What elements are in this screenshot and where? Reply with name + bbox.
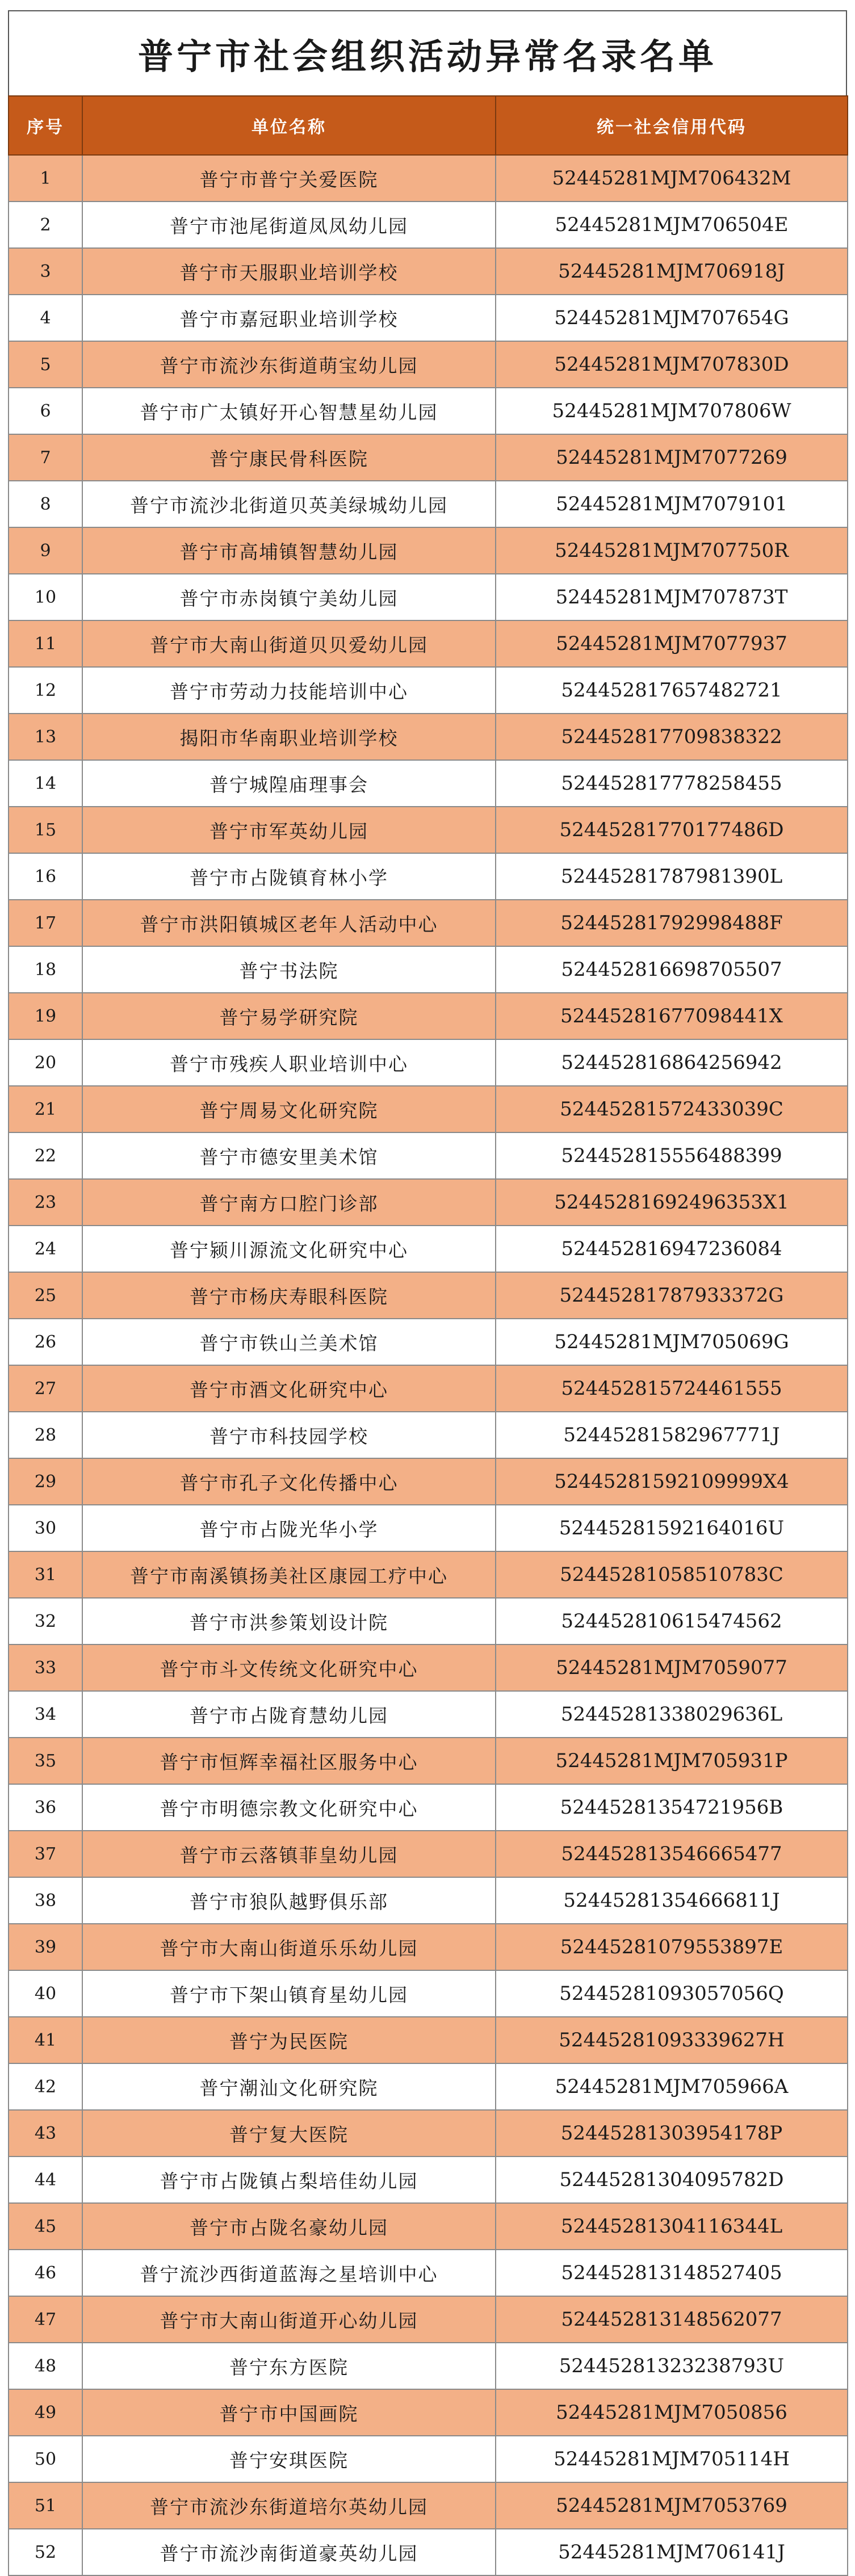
credit-code: 524452816698705507 — [496, 946, 848, 993]
table-row — [9, 1039, 848, 1086]
org-name: 普宁市占陇光华小学 — [82, 1505, 496, 1551]
table-row — [9, 2017, 848, 2063]
org-name: 普宁安琪医院 — [82, 2436, 496, 2482]
table-row — [9, 2063, 848, 2110]
org-name: 普宁流沙西街道蓝海之星培训中心 — [82, 2250, 496, 2296]
table-row — [9, 1924, 848, 1970]
credit-code: 524452815556488399 — [496, 1132, 848, 1179]
credit-code: 52445281354721956B — [496, 1784, 848, 1831]
credit-code: 524452813148562077 — [496, 2296, 848, 2343]
row-index: 51 — [9, 2482, 82, 2529]
table-row — [9, 2157, 848, 2203]
credit-code: 52445281303954178P — [496, 2110, 848, 2157]
org-name: 普宁康民骨科医院 — [82, 434, 496, 481]
org-name: 普宁市南溪镇扬美社区康园工疗中心 — [82, 1551, 496, 1598]
credit-code: 52445281058510783C — [496, 1551, 848, 1598]
org-name: 普宁市池尾街道凤凤幼儿园 — [82, 202, 496, 248]
row-index: 41 — [9, 2017, 82, 2063]
row-index: 32 — [9, 1598, 82, 1644]
org-name: 普宁市云落镇菲皇幼儿园 — [82, 1831, 496, 1877]
org-name: 普宁东方医院 — [82, 2343, 496, 2389]
org-name: 普宁市下架山镇育星幼儿园 — [82, 1970, 496, 2017]
row-index: 27 — [9, 1365, 82, 1412]
table-row — [9, 1551, 848, 1598]
table-row — [9, 2436, 848, 2482]
org-name: 普宁市德安里美术馆 — [82, 1132, 496, 1179]
header-credit-code: 统一社会信用代码 — [496, 96, 848, 155]
row-index: 5 — [9, 341, 82, 388]
row-index: 26 — [9, 1319, 82, 1365]
credit-code: 52445281MJM7077937 — [496, 620, 848, 667]
row-index: 11 — [9, 620, 82, 667]
row-index: 4 — [9, 295, 82, 341]
organization-table — [8, 95, 848, 2576]
org-name: 普宁市铁山兰美术馆 — [82, 1319, 496, 1365]
table-row — [9, 1365, 848, 1412]
org-name: 普宁为民医院 — [82, 2017, 496, 2063]
row-index: 52 — [9, 2529, 82, 2575]
credit-code: 52445281MJM7053769 — [496, 2482, 848, 2529]
credit-code: 52445281MJM706504E — [496, 202, 848, 248]
row-index: 44 — [9, 2157, 82, 2203]
row-index: 31 — [9, 1551, 82, 1598]
credit-code: 52445281572433039C — [496, 1086, 848, 1132]
org-name: 普宁市占陇名豪幼儿园 — [82, 2203, 496, 2250]
row-index: 43 — [9, 2110, 82, 2157]
org-name: 普宁市嘉冠职业培训学校 — [82, 295, 496, 341]
org-name: 普宁市流沙北街道贝英美绿城幼儿园 — [82, 481, 496, 527]
table-row — [9, 667, 848, 714]
table-row — [9, 714, 848, 760]
table-row — [9, 1784, 848, 1831]
org-name: 普宁市洪参策划设计院 — [82, 1598, 496, 1644]
row-index: 42 — [9, 2063, 82, 2110]
credit-code: 524452813546665477 — [496, 1831, 848, 1877]
table-row — [9, 2343, 848, 2389]
table-row — [9, 1877, 848, 1924]
org-name: 普宁市占陇镇育林小学 — [82, 853, 496, 900]
credit-code: 52445281582967771J — [496, 1412, 848, 1458]
row-index: 38 — [9, 1877, 82, 1924]
row-index: 28 — [9, 1412, 82, 1458]
table-row — [9, 1458, 848, 1505]
credit-code: 52445281MJM705931P — [496, 1738, 848, 1784]
credit-code: 524452816947236084 — [496, 1226, 848, 1272]
credit-code: 52445281MJM7079101 — [496, 481, 848, 527]
org-name: 普宁市军英幼儿园 — [82, 807, 496, 853]
org-name: 普宁南方口腔门诊部 — [82, 1179, 496, 1226]
row-index: 23 — [9, 1179, 82, 1226]
table-row — [9, 574, 848, 620]
row-index: 3 — [9, 248, 82, 295]
org-name: 普宁市普宁关爱医院 — [82, 155, 496, 202]
credit-code: 52445281MJM707750R — [496, 527, 848, 574]
org-name: 普宁市天服职业培训学校 — [82, 248, 496, 295]
header-index: 序号 — [9, 96, 82, 155]
credit-code: 52445281MJM706141J — [496, 2529, 848, 2575]
credit-code: 52445281323238793U — [496, 2343, 848, 2389]
table-row — [9, 1970, 848, 2017]
org-name: 普宁市占陇育慧幼儿园 — [82, 1691, 496, 1738]
org-name: 普宁周易文化研究院 — [82, 1086, 496, 1132]
org-name: 普宁市大南山街道开心幼儿园 — [82, 2296, 496, 2343]
table-row — [9, 2250, 848, 2296]
row-index: 14 — [9, 760, 82, 807]
credit-code: 52445281MJM707830D — [496, 341, 848, 388]
row-index: 20 — [9, 1039, 82, 1086]
table-row — [9, 620, 848, 667]
table-row — [9, 1086, 848, 1132]
org-name: 普宁市科技园学校 — [82, 1412, 496, 1458]
org-name: 普宁市孔子文化传播中心 — [82, 1458, 496, 1505]
credit-code: 524452815724461555 — [496, 1365, 848, 1412]
table-row — [9, 434, 848, 481]
credit-code: 524452813148527405 — [496, 2250, 848, 2296]
credit-code: 52445281MJM7050856 — [496, 2389, 848, 2436]
table-row — [9, 248, 848, 295]
credit-code: 52445281787981390L — [496, 853, 848, 900]
org-name: 普宁复大医院 — [82, 2110, 496, 2157]
table-row — [9, 760, 848, 807]
row-index: 36 — [9, 1784, 82, 1831]
row-index: 35 — [9, 1738, 82, 1784]
credit-code: 52445281MJM705069G — [496, 1319, 848, 1365]
credit-code: 52445281MJM707806W — [496, 388, 848, 434]
org-name: 普宁市赤岗镇宁美幼儿园 — [82, 574, 496, 620]
org-name: 普宁市大南山街道乐乐幼儿园 — [82, 1924, 496, 1970]
table-row — [9, 807, 848, 853]
table-row — [9, 2389, 848, 2436]
row-index: 17 — [9, 900, 82, 946]
table-row — [9, 2203, 848, 2250]
table-row — [9, 1319, 848, 1365]
org-name: 普宁市洪阳镇城区老年人活动中心 — [82, 900, 496, 946]
row-index: 45 — [9, 2203, 82, 2250]
org-name: 普宁易学研究院 — [82, 993, 496, 1039]
row-index: 34 — [9, 1691, 82, 1738]
table-row — [9, 853, 848, 900]
table-row — [9, 1412, 848, 1458]
credit-code: 52445281093339627H — [496, 2017, 848, 2063]
credit-code: 52445281MJM707654G — [496, 295, 848, 341]
row-index: 6 — [9, 388, 82, 434]
credit-code: 52445281MJM705114H — [496, 2436, 848, 2482]
org-name: 普宁市大南山街道贝贝爱幼儿园 — [82, 620, 496, 667]
table-row — [9, 1831, 848, 1877]
credit-code: 52445281354666811J — [496, 1877, 848, 1924]
org-name: 普宁市广太镇好开心智慧星幼儿园 — [82, 388, 496, 434]
table-row — [9, 1226, 848, 1272]
credit-code: 52445281338029636L — [496, 1691, 848, 1738]
table-row — [9, 993, 848, 1039]
credit-code: 524452810615474562 — [496, 1598, 848, 1644]
credit-code: 52445281304116344L — [496, 2203, 848, 2250]
org-name: 普宁市高埔镇智慧幼儿园 — [82, 527, 496, 574]
table-row — [9, 2110, 848, 2157]
credit-code: 52445281093057056Q — [496, 1970, 848, 2017]
org-name: 普宁颍川源流文化研究中心 — [82, 1226, 496, 1272]
org-name: 普宁市流沙南街道豪英幼儿园 — [82, 2529, 496, 2575]
table-row — [9, 1132, 848, 1179]
table-row — [9, 2482, 848, 2529]
table-row — [9, 1505, 848, 1551]
row-index: 39 — [9, 1924, 82, 1970]
org-name: 普宁市恒辉幸福社区服务中心 — [82, 1738, 496, 1784]
row-index: 30 — [9, 1505, 82, 1551]
row-index: 2 — [9, 202, 82, 248]
org-name: 普宁市残疾人职业培训中心 — [82, 1039, 496, 1086]
credit-code: 52445281MJM707873T — [496, 574, 848, 620]
org-name: 普宁市占陇镇占梨培佳幼儿园 — [82, 2157, 496, 2203]
org-name: 普宁城隍庙理事会 — [82, 760, 496, 807]
row-index: 40 — [9, 1970, 82, 2017]
org-name: 普宁潮汕文化研究院 — [82, 2063, 496, 2110]
row-index: 15 — [9, 807, 82, 853]
header-org-name: 单位名称 — [82, 96, 496, 155]
credit-code: 52445281MJM706918J — [496, 248, 848, 295]
credit-code: 52445281692496353X1 — [496, 1179, 848, 1226]
table-row — [9, 155, 848, 202]
row-index: 24 — [9, 1226, 82, 1272]
row-index: 9 — [9, 527, 82, 574]
org-name: 普宁市流沙东街道萌宝幼儿园 — [82, 341, 496, 388]
credit-code: 52445281787933372G — [496, 1272, 848, 1319]
credit-code: 524452816864256942 — [496, 1039, 848, 1086]
row-index: 48 — [9, 2343, 82, 2389]
credit-code: 52445281MJM7059077 — [496, 1644, 848, 1691]
table-row — [9, 1179, 848, 1226]
page-title: 普宁市社会组织活动异常名录名单 — [8, 10, 847, 95]
row-index: 49 — [9, 2389, 82, 2436]
row-index: 29 — [9, 1458, 82, 1505]
table-row — [9, 2529, 848, 2575]
table-row — [9, 527, 848, 574]
credit-code: 524452817778258455 — [496, 760, 848, 807]
table-row — [9, 1598, 848, 1644]
row-index: 46 — [9, 2250, 82, 2296]
org-name: 普宁市明德宗教文化研究中心 — [82, 1784, 496, 1831]
credit-code: 52445281792998488F — [496, 900, 848, 946]
row-index: 37 — [9, 1831, 82, 1877]
credit-code: 52445281770177486D — [496, 807, 848, 853]
row-index: 10 — [9, 574, 82, 620]
row-index: 8 — [9, 481, 82, 527]
row-index: 7 — [9, 434, 82, 481]
org-name: 普宁市斗文传统文化研究中心 — [82, 1644, 496, 1691]
table-header-row — [9, 96, 848, 155]
table-row — [9, 900, 848, 946]
row-index: 50 — [9, 2436, 82, 2482]
row-index: 12 — [9, 667, 82, 714]
document-sheet — [8, 10, 847, 2565]
table-row — [9, 1691, 848, 1738]
table-row — [9, 295, 848, 341]
row-index: 18 — [9, 946, 82, 993]
row-index: 33 — [9, 1644, 82, 1691]
row-index: 25 — [9, 1272, 82, 1319]
table-row — [9, 1738, 848, 1784]
row-index: 13 — [9, 714, 82, 760]
table-row — [9, 341, 848, 388]
table-row — [9, 946, 848, 993]
org-name: 普宁市狼队越野俱乐部 — [82, 1877, 496, 1924]
credit-code: 52445281MJM705966A — [496, 2063, 848, 2110]
credit-code: 52445281677098441X — [496, 993, 848, 1039]
row-index: 47 — [9, 2296, 82, 2343]
credit-code: 52445281592164016U — [496, 1505, 848, 1551]
row-index: 21 — [9, 1086, 82, 1132]
credit-code: 52445281079553897E — [496, 1924, 848, 1970]
org-name: 普宁市流沙东街道培尔英幼儿园 — [82, 2482, 496, 2529]
table-row — [9, 2296, 848, 2343]
credit-code: 524452817709838322 — [496, 714, 848, 760]
table-body — [9, 155, 848, 2575]
credit-code: 52445281592109999X4 — [496, 1458, 848, 1505]
credit-code: 524452817657482721 — [496, 667, 848, 714]
org-name: 普宁市杨庆寿眼科医院 — [82, 1272, 496, 1319]
table-row — [9, 481, 848, 527]
org-name: 普宁市劳动力技能培训中心 — [82, 667, 496, 714]
table-row — [9, 1272, 848, 1319]
row-index: 22 — [9, 1132, 82, 1179]
org-name: 普宁市酒文化研究中心 — [82, 1365, 496, 1412]
row-index: 1 — [9, 155, 82, 202]
org-name: 揭阳市华南职业培训学校 — [82, 714, 496, 760]
credit-code: 52445281MJM7077269 — [496, 434, 848, 481]
credit-code: 52445281MJM706432M — [496, 155, 848, 202]
org-name: 普宁书法院 — [82, 946, 496, 993]
org-name: 普宁市中国画院 — [82, 2389, 496, 2436]
row-index: 16 — [9, 853, 82, 900]
table-row — [9, 202, 848, 248]
credit-code: 52445281304095782D — [496, 2157, 848, 2203]
table-row — [9, 1644, 848, 1691]
table-row — [9, 388, 848, 434]
row-index: 19 — [9, 993, 82, 1039]
